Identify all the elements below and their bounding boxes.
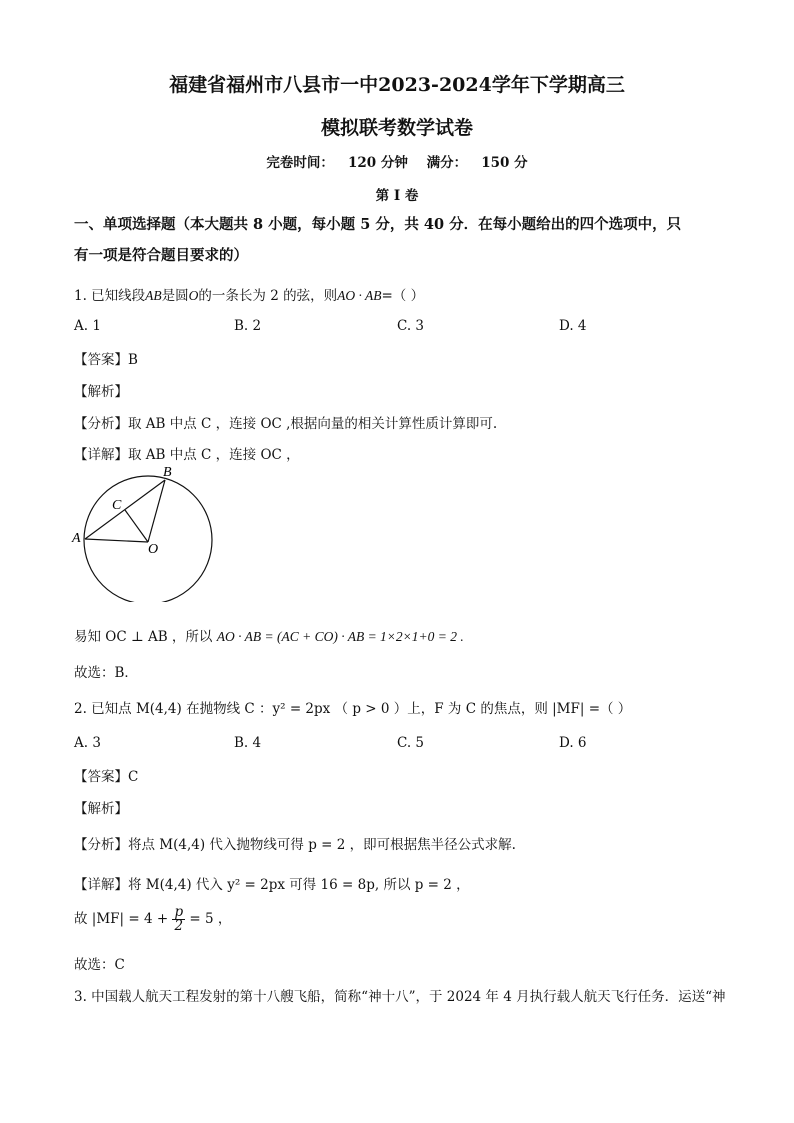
q2-option-b: B. 4 [234, 735, 262, 751]
q1-dot-expr: AO · AB [337, 288, 382, 303]
q1-xiangjie: 【详解】取 AB 中点 C ，连接 OC ， [74, 447, 300, 463]
q1-choose: 故选：B． [74, 665, 138, 681]
q2-result-suffix: = 5 ， [189, 911, 232, 927]
chord-ab [85, 480, 165, 539]
section-heading-line2: 有一项是符合题目要求的） [74, 247, 248, 264]
q2-option-a: A. 3 [74, 735, 101, 751]
q1-result-b: AO · AB = (AC + CO) · AB = 1×2×1+0 = 2 . [216, 629, 464, 644]
segment-bo [148, 480, 165, 542]
q2-frac-num: p [174, 904, 184, 920]
q2-choose: 故选：C [74, 957, 125, 973]
q1-o: O [188, 288, 199, 303]
q2-xiangjie: 【详解】将 M(4,4) 代入 y² = 2px 可得 16 = 8p, 所以 p = 2 ， [74, 877, 470, 893]
q2-fraction [172, 906, 185, 933]
q1-option-b: B. 2 [234, 318, 262, 334]
label-a: A [72, 531, 81, 546]
q1-answer: 【答案】B [74, 352, 138, 368]
q1-ab: AB [145, 288, 162, 303]
q1-result-a: 易知 OC ⊥ AB ，所以 [74, 629, 213, 645]
q3-stem: 3. 中国载人航天工程发射的第十八艘飞船，简称“神十八”，于 2024 年 4 月执行载人航天飞行任务．运送“神 [74, 989, 726, 1005]
q2-option-c: C. 5 [397, 735, 425, 751]
q2-result [74, 906, 231, 933]
circle-o [84, 476, 212, 602]
q2-result-prefix: 故 |MF| = 4 + [74, 911, 169, 927]
q2-stem: 2. 已知点 M(4,4) 在抛物线 C ：y² = 2px （ p > 0 ）上，F 为 C 的焦点，则 |MF| =（ ） [74, 701, 632, 717]
q2-fenxi: 【分析】将点 M(4,4) 代入抛物线可得 p = 2 ，即可根据焦半径公式求解. [74, 837, 516, 853]
q2-option-d: D. 6 [559, 735, 587, 751]
section-heading-line1: 一、单项选择题（本大题共 8 小题，每小题 5 分，共 40 分．在每小题给出的四个选项中，只 [74, 216, 682, 233]
q1-stem-c: 的一条长为 2 的弦，则 [198, 288, 338, 304]
volume-label: 第 I 卷 [375, 188, 419, 204]
label-o: O [148, 542, 159, 557]
q1-fenxi: 【分析】取 AB 中点 C ，连接 OC ,根据向量的相关计算性质计算即可. [74, 416, 498, 432]
q1-stem-d: =（ ） [381, 288, 425, 304]
segment-ao [85, 539, 148, 542]
q1-stem [74, 284, 424, 304]
q1-option-a: A. 1 [74, 318, 101, 334]
q1-stem-a: 1. 已知线段 [74, 288, 146, 304]
q2-frac-den: 2 [174, 918, 184, 934]
q1-result [74, 625, 464, 645]
exam-title-line2: 模拟联考数学试卷 [320, 117, 473, 139]
segment-co [125, 510, 148, 542]
circle-diagram [70, 462, 220, 602]
q1-stem-b: 是圆 [161, 288, 189, 304]
exam-info: 完卷时间： 120 分钟 满分： 150 分 [266, 155, 528, 171]
q1-option-c: C. 3 [397, 318, 425, 334]
exam-title-line1: 福建省福州市八县市一中2023-2024学年下学期高三 [169, 74, 625, 96]
q1-option-d: D. 4 [559, 318, 587, 334]
q2-analysis-label: 【解析】 [74, 801, 128, 817]
q1-analysis-label: 【解析】 [74, 384, 128, 400]
q2-answer: 【答案】C [74, 769, 139, 785]
label-b: B [163, 465, 172, 480]
label-c: C [112, 498, 122, 513]
